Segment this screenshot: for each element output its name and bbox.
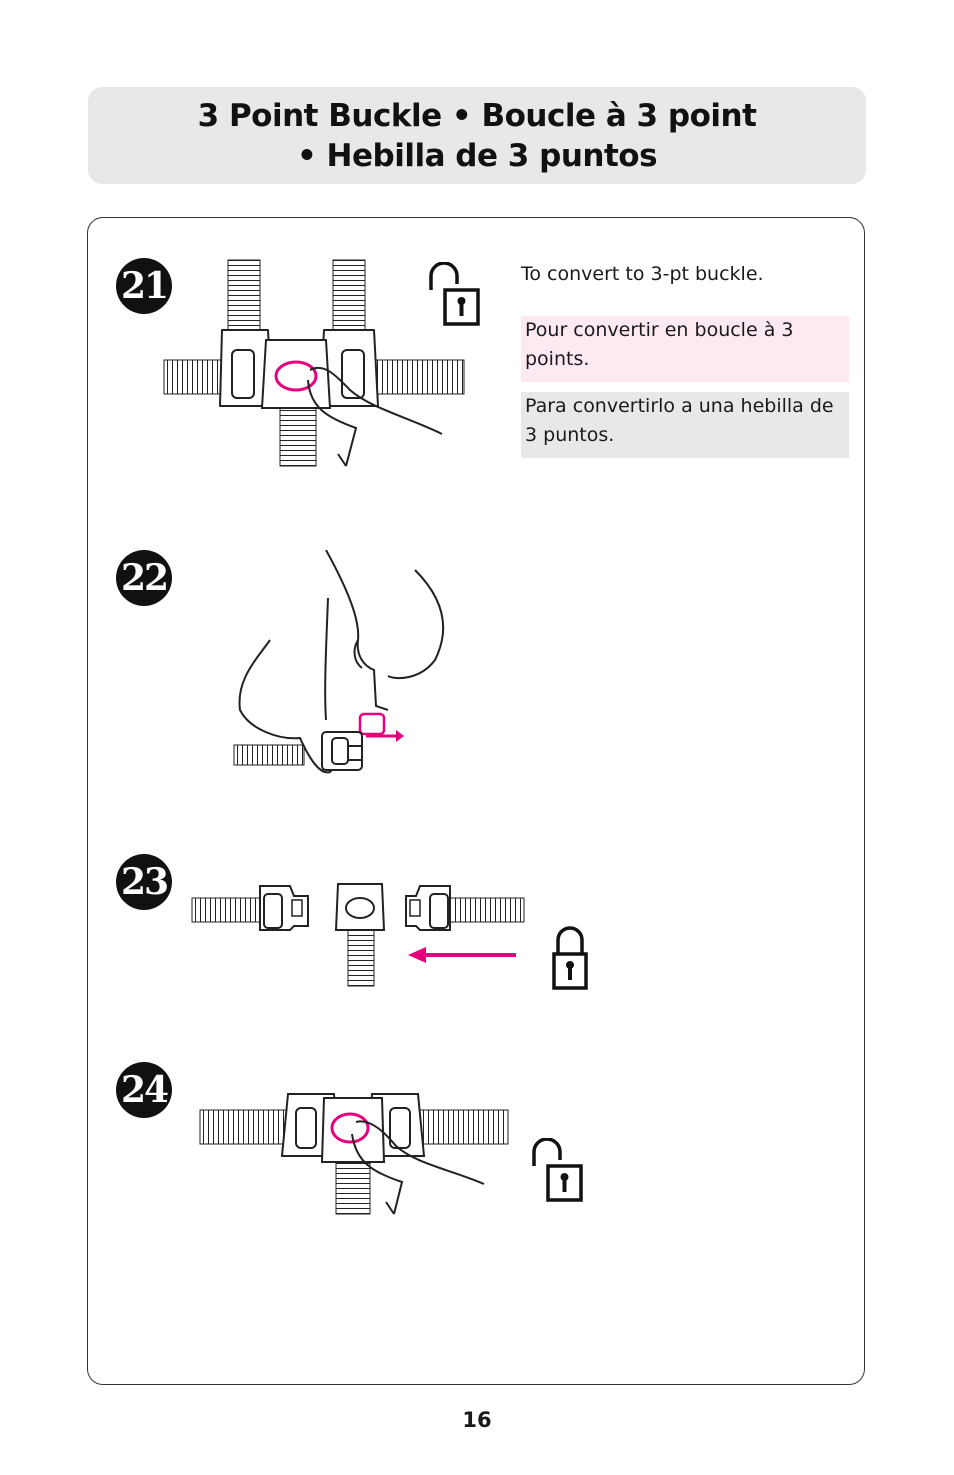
step-23-badge: 23 bbox=[116, 854, 172, 910]
page-number: 16 bbox=[462, 1408, 492, 1432]
step-21-text-spanish: Para convertirlo a una hebilla de 3 puntos. bbox=[521, 392, 849, 458]
step-22-illustration bbox=[230, 550, 460, 785]
step-21-badge: 21 bbox=[116, 258, 172, 314]
step-23-illustration bbox=[188, 878, 528, 990]
page-title-line-1: 3 Point Buckle • Boucle à 3 point bbox=[197, 97, 757, 134]
step-21-unlocked-padlock-icon bbox=[425, 262, 480, 326]
step-24-illustration bbox=[196, 1086, 516, 1216]
step-21-text-french: Pour convertir en boucle à 3 points. bbox=[521, 316, 849, 382]
page-title-line-2: • Hebilla de 3 puntos bbox=[296, 137, 658, 174]
step-22-badge: 22 bbox=[116, 550, 172, 606]
step-21-text-english: To convert to 3-pt buckle. bbox=[521, 263, 764, 285]
step-24-unlocked-padlock-icon bbox=[528, 1138, 583, 1202]
title-banner bbox=[88, 87, 866, 184]
step-23-locked-padlock-icon bbox=[552, 924, 588, 990]
step-24-badge: 24 bbox=[116, 1062, 172, 1118]
step-21-illustration bbox=[160, 258, 470, 468]
